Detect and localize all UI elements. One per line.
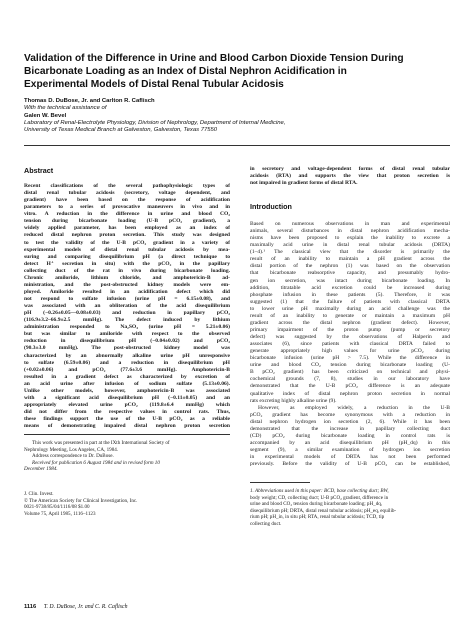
abstract-line: to test the validity of the U-B pCO₂ gradient in a variety of: [24, 239, 230, 246]
intro-line: result of an inability to maintain a pH gradient across the: [250, 256, 450, 263]
intro-line: However, as employed widely, a reduction in the U-B: [258, 404, 450, 411]
running-head: T. D. DuBose, Jr. and C. R. Caflisch: [43, 604, 128, 610]
abstract-line: acidosis (RTA) and supports the view that proton secretion is: [250, 173, 450, 180]
intro-line: (1–4).¹ The classical view that the disorder is primarily the: [250, 249, 450, 256]
abstract-line: ministration, and the post-obstructed kidney models were em-: [24, 281, 230, 288]
abbrev-line: urine and blood CO₂ tension during bicarbonate loading; pH_dq,: [250, 501, 383, 507]
abstract-heading: Abstract: [24, 166, 54, 175]
abstract-line: (90.3±3.0 mmHg). The post-obstructed kidney model was: [24, 345, 230, 352]
page-number: 1116: [24, 604, 37, 610]
abstract-line: not impaired in gradient forms of distal RTA.: [250, 180, 358, 187]
article-title: [24, 52, 444, 91]
abstract-line: vitro. A reduction in the difference in urine and blood CO₂: [24, 211, 230, 218]
journal-info-line: J. Clin. Invest.: [24, 491, 54, 497]
author-names: Thomas D. DuBose, Jr. and Carlton R. Caflisch: [24, 98, 155, 104]
footnote-line: This work was presented in part at the IXth International Society of: [32, 440, 170, 446]
assistant-name: Galen W. Bevel: [24, 112, 67, 119]
abbrev-line: collecting duct.: [250, 520, 282, 527]
abstract-line: with a significant acid disequilibrium pH (−0.11±0.05) and an: [24, 394, 230, 401]
intro-line: bicarbonate infusion (urine pH > 7.5). While the difference in: [250, 355, 450, 362]
abstract-line: reduced distal nephron proton secretion. This study was designed: [24, 232, 230, 239]
intro-line: result of an inability to generate or maintain a maximum pH: [250, 312, 450, 319]
abstract-line: detect H⁺ secretion in situ) with the pCO₂ in the papillary: [24, 260, 230, 267]
abstract-line: gradient) have been based on the response of acidification: [24, 197, 230, 204]
intro-line: gradient across the distal nephron (gradient defect). However,: [250, 319, 450, 326]
intro-line: qualitative index of distal nephron proton secretion in normal: [250, 390, 450, 397]
abstract-line: an acid urine after infusion of sodium sulfate (5.13±0.06).: [24, 380, 230, 387]
intro-line: generate appropriately high values for urine pCO₂ during: [250, 348, 450, 355]
abstract-line: appropriately elevated urine pCO₂ (119.8±6.4 mmHg) which: [24, 401, 230, 408]
footnote-rule: [24, 434, 230, 435]
journal-info-line: Volume 75, April 1985, 1116–1123: [24, 510, 96, 517]
abbrev-line: disequilibrium pH; DRTA, distal renal tubular acidosis; pH_eq, equilib-: [250, 507, 397, 514]
abstract-line: collecting duct of the rat in vivo during bicarbonate loading.: [24, 267, 230, 274]
abstract-line: (+0.02±0.06) and pCO₂ (77.6±3.6 mmHg). Amphotericin-B: [24, 366, 230, 373]
footnote-line: Address correspondence to Dr. DuBose.: [32, 453, 114, 459]
author-block: [24, 98, 454, 134]
abstract-line: suring and comparing disequilibrium pH (a direct technique to: [24, 253, 230, 260]
intro-line: distal nephron hydrogen ion secretion (2, 6). While it has been: [250, 418, 450, 425]
intro-line: segment (9), a similar examination of hydrogen ion secretion: [250, 447, 450, 453]
intro-line: phosphate infusion in these patients (5). Therefore, it was: [250, 291, 450, 298]
intro-line: distal portion of the nephron (1) was based on the observation: [250, 263, 450, 270]
header-rule: [24, 145, 450, 146]
introduction-text: [250, 221, 450, 468]
intro-line: addition, titratable acid excretion could be increased during: [250, 284, 450, 291]
intro-line: B pCO₂ gradient) has been criticized on technical and physi-: [250, 369, 450, 376]
abstract-line: was associated with an obliteration of the acid disequilibrium: [24, 303, 230, 310]
page-footer: [24, 604, 128, 610]
abstract-line: these findings support the use of the U-B pCO₂ as a reliable: [24, 416, 230, 423]
abstract-line: to sulfate (6.59±0.06) and a reduction in disequilibrium pH: [24, 359, 230, 366]
title-line: Validation of the Difference in Urine and Blood Carbon Dioxide Tension During: [24, 53, 404, 64]
intro-line: (CD) pCO₂ during bicarbonate loading in control rats is: [250, 432, 450, 439]
abstract-line: (116.9±3.2–66.9±2.5 mmHg). The defect induced by lithium: [24, 317, 230, 324]
intro-line: defect) was suggested by the observations of Halperin and: [250, 334, 450, 340]
title-line: Experimental Models of Distal Renal Tubular Acidosis: [24, 79, 284, 90]
abstract-line: parameters to a series of provocative maneuvers in vivo and in: [24, 204, 230, 211]
intro-line: previously. Before the validity of U-B pCO₂ can be established,: [250, 461, 450, 468]
abstract-text: [24, 183, 230, 430]
abstract-line: means of demonstrating impaired distal nephron proton secretion: [24, 423, 230, 430]
title-line: Bicarbonate Loading as an Index of Distal Nephron Acidification in: [24, 66, 347, 77]
journal-info-line: © The American Society for Clinical Investigation, Inc.: [24, 497, 138, 504]
intro-line: Based on numerous observations in man and experimental: [250, 221, 450, 227]
journal-info-line: 0021-9738/85/04/1116/08 $1.00: [24, 504, 90, 510]
abstract-line: Chronic amiloride, lithium chloride, and amphotericin-B ad-: [24, 274, 230, 281]
assistance-label: With the technical assistance of: [24, 105, 107, 112]
intro-line: accompanied by an acid disequilibrium pH (pH_dq) in this: [250, 439, 450, 446]
introduction-heading: Introduction: [250, 202, 292, 211]
intro-line: to lower urine pH maximally during an acid challenge was the: [250, 305, 450, 312]
abstract-line: did not differ from the respective values in control rats. Thus,: [24, 409, 230, 415]
abstract-line: reduction in disequilibrium pH (−0.04±0.02) and pCO₂: [24, 338, 230, 345]
presentation-footnote: [24, 440, 230, 473]
intro-line: animals, several disturbances in distal nephron acidification mecha-: [250, 228, 450, 235]
intro-line: demonstrated that the increase in papillary collecting duct: [250, 425, 450, 432]
abbreviations-footnote: [250, 488, 450, 527]
intro-line: gen ion secretion, was intact during bicarbonate loading. In: [250, 277, 450, 284]
abstract-continuation: [250, 166, 450, 187]
intro-line: cochemical grounds (7, 8), studies in our laboratory have: [250, 376, 450, 383]
abstract-line: widely applied parameter, has been employed as an index of: [24, 225, 230, 232]
abstract-line: ployed. Amiloride resulted in an acidification defect which did: [24, 288, 230, 295]
abstract-line: resulted in a gradient defect as characterized by excretion of: [24, 373, 230, 380]
abstract-line: experimental models of distal renal tubular acidosis by mea-: [24, 246, 230, 253]
abbrev-line: 1. Abbreviations used in this paper: BCD, base collecting duct; BW,: [250, 488, 389, 494]
intro-line: primary impairment of the proton pump (pump or secretory: [250, 326, 450, 333]
footnote-line: December 1984.: [24, 466, 58, 472]
abbrev-line: rium pH; pH_in, in situ pH; RTA, renal tubular acidosis; TCD, tip: [250, 514, 385, 520]
journal-info: [24, 491, 230, 517]
intro-line: suggested (1) that the failure of patients with classical DRTA: [250, 298, 450, 305]
abstract-line: not respond to sulfate infusion (urine pH = 6.15±0.08), and: [24, 296, 230, 302]
abstract-line: characterized by an abnormally alkaline urine pH unresponsive: [24, 352, 230, 359]
intro-line: rats excreting highly alkaline urine (9).: [250, 397, 337, 404]
intro-line: pCO₂ gradient has become synonymous with a reduction in: [250, 411, 450, 418]
intro-line: maximally acid urine in distal renal tubular acidosis (DRTA): [250, 242, 450, 249]
abbrev-footnote-rule: [250, 482, 310, 483]
abstract-line: Recent classifications of the several pathophysiologic types of: [24, 183, 230, 189]
abstract-line: pH (−0.26±0.05—0.08±0.03) and reduction in papillary pCO₂: [24, 310, 230, 317]
abstract-line: in secretory and voltage-dependent forms of distal renal tubular: [250, 166, 450, 172]
abstract-line: but was similar to amiloride with respect to the observed: [24, 331, 230, 338]
footnote-line: Nephrology Meeting, Los Angeles, CA, 1984.: [24, 446, 119, 453]
abstract-line: distal renal tubular acidosis (secretory, voltage dependent, and: [24, 190, 230, 197]
intro-line: demonstrated that the U-B pCO₂ difference is an adequate: [250, 383, 450, 390]
intro-line: nisms have been proposed to explain the inability to excrete a: [250, 235, 450, 242]
intro-line: associates (6), since patients with classical DRTA failed to: [250, 341, 450, 348]
abstract-line: Unlike other models, however, amphotericin-B was associated: [24, 387, 230, 394]
abstract-line: tension during bicarbonate loading (U-B pCO₂ gradient), a: [24, 218, 230, 225]
abbrev-line: body weight; CD, collecting duct; U-B pCO₂ gradient, difference in: [250, 494, 389, 501]
footnote-line: Received for publication 6 August 1984 and in revised form 10: [32, 459, 160, 466]
intro-line: in experimental models of DRTA has not been performed: [250, 454, 450, 461]
intro-line: that bicarbonate reabsorptive capacity, and presumably hydro-: [250, 270, 450, 277]
intro-line: urine and blood CO₂ tension during bicarbonate loading (U-: [250, 362, 450, 369]
abstract-line: administration responded to Na₂SO₄ (urine pH = 5.21±0.06): [24, 324, 230, 331]
affiliation-line: Laboratory of Renal-Electrolyte Physiology, Division of Nephrology, Department of Internal Medicine,: [24, 119, 286, 126]
affiliation-line: University of Texas Medical Branch at Galveston, Galveston, Texas 77550: [24, 127, 218, 134]
